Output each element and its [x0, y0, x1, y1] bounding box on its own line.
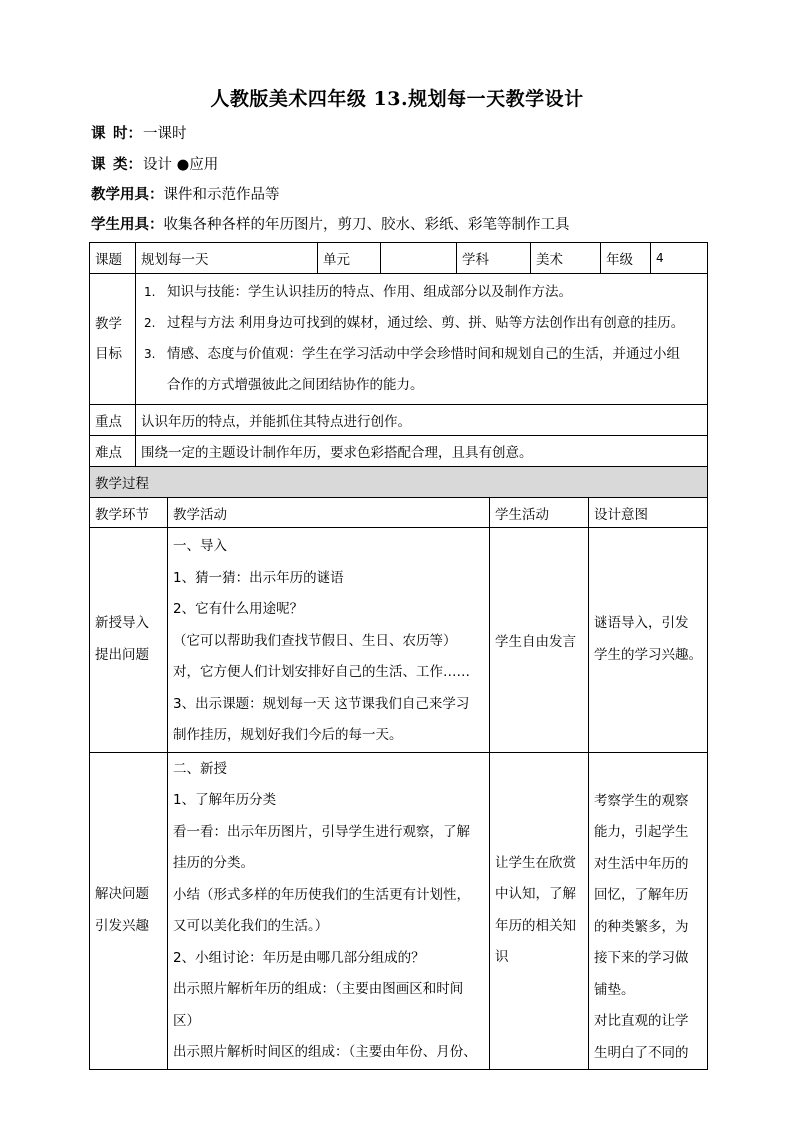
header-student: 学生活动 [490, 498, 589, 528]
intent-intro: 谜语导入，引发 学生的学习兴趣。 [589, 528, 708, 753]
goal-item: 1. 知识与技能：学生认识挂历的特点、作用、组成部分以及制作方法。 [144, 284, 572, 300]
teacher-tools-label: 教学用具： [91, 187, 164, 203]
topic-label: 课题 [90, 243, 136, 274]
difficulty-value: 围绕一定的主题设计制作年历，要求色彩搭配合理，且具有创意。 [136, 436, 708, 467]
process-header-row [90, 498, 708, 528]
key-point-row [90, 405, 708, 436]
key-point-label: 重点 [90, 405, 136, 436]
lesson-time-label-a: 课 [91, 126, 106, 142]
student-tools-value: 收集各种各样的年历图片，剪刀、胶水、彩纸、彩笔等制作工具 [163, 217, 570, 233]
key-point-value: 认识年历的特点，并能抓住其特点进行创作。 [136, 405, 708, 436]
lesson-time-value: 一课时 [143, 126, 187, 142]
process-row-new [90, 752, 708, 1070]
goals-row [90, 274, 708, 405]
info-row [90, 243, 708, 274]
teacher-tools-value: 课件和示范作品等 [163, 187, 280, 203]
goal-item: 2. 过程与方法 利用身边可找到的媒材，通过绘、剪、拼、贴等方法创作出有创意的挂历。 [144, 315, 685, 331]
activity-intro: 一、导入 1、猜一猜：出示年历的谜语 2、它有什么用途呢？ （它可以帮助我们查找节假日、生日、农历等） 对，它方便人们计划安排好自己的生活、工作…… 3、出示课题：规划每一天 这节课我们自己来学习 制作挂历，规划好我们今后的每一天。 [168, 528, 490, 753]
goals-label-line2: 目标 [95, 346, 122, 362]
goals-content [136, 274, 708, 405]
lesson-type-value: 设计 ●应用 [143, 157, 219, 173]
process-row-intro [90, 528, 708, 753]
goals-list [141, 277, 702, 401]
student-new: 让学生在欣赏 中认知，了解 年历的相关知 识 [490, 752, 589, 1070]
goals-label [90, 274, 136, 405]
subject-value: 美术 [531, 243, 601, 274]
difficulty-row [90, 436, 708, 467]
subject-label: 学科 [457, 243, 531, 274]
goal-item: 3. 情感、态度与价值观：学生在学习活动中学会珍惜时间和规划自己的生活，并通过小组 合作的方式增强彼此之间团结协作的能力。 [144, 346, 680, 393]
difficulty-label: 难点 [90, 436, 136, 467]
lesson-time-line [91, 124, 187, 144]
grade-label: 年级 [601, 243, 651, 274]
lesson-info-table [89, 242, 708, 467]
lesson-time-label-b: 时： [113, 126, 142, 142]
student-intro: 学生自由发言 [490, 528, 589, 753]
unit-label: 单元 [318, 243, 381, 274]
header-intent: 设计意图 [589, 498, 708, 528]
grade-value: 4 [651, 243, 708, 274]
student-tools-label: 学生用具： [91, 217, 164, 233]
student-tools-line [91, 215, 570, 235]
topic-value: 规划每一天 [136, 243, 318, 274]
goals-label-line1: 教学 [95, 316, 122, 332]
process-title: 教学过程 [90, 467, 708, 498]
lesson-type-label-b: 类： [113, 157, 142, 173]
header-activity: 教学活动 [168, 498, 490, 528]
page-title: 人教版美术四年级 13.规划每一天教学设计 [210, 88, 584, 110]
stage-new: 解决问题 引发兴趣 [90, 752, 168, 1070]
header-stage: 教学环节 [90, 498, 168, 528]
teacher-tools-line [91, 185, 280, 205]
activity-new: 二、新授 1、了解年历分类 看一看：出示年历图片，引导学生进行观察，了解 挂历的分类。 小结（形式多样的年历使我们的生活更有计划性， 又可以美化我们的生活。） 2、小组讨论：年历是由哪几部分组成的？ 出示照片解析年历的组成：（主要由图画区和时间 区） 出示照片解析时间区的组成：（主要由年份、月份、 [168, 752, 490, 1070]
stage-intro: 新授导入 提出问题 [90, 528, 168, 753]
lesson-type-label-a: 课 [91, 157, 106, 173]
unit-value [381, 243, 457, 274]
lesson-type-line [91, 155, 218, 175]
process-title-row [90, 467, 708, 498]
intent-new: 考察学生的观察 能力，引起学生 对生活中年历的 回忆，了解年历 的种类繁多，为 接下来的学习做 铺垫。 对比直观的让学 生明白了不同的 [589, 752, 708, 1070]
teaching-process-table [89, 466, 708, 1070]
